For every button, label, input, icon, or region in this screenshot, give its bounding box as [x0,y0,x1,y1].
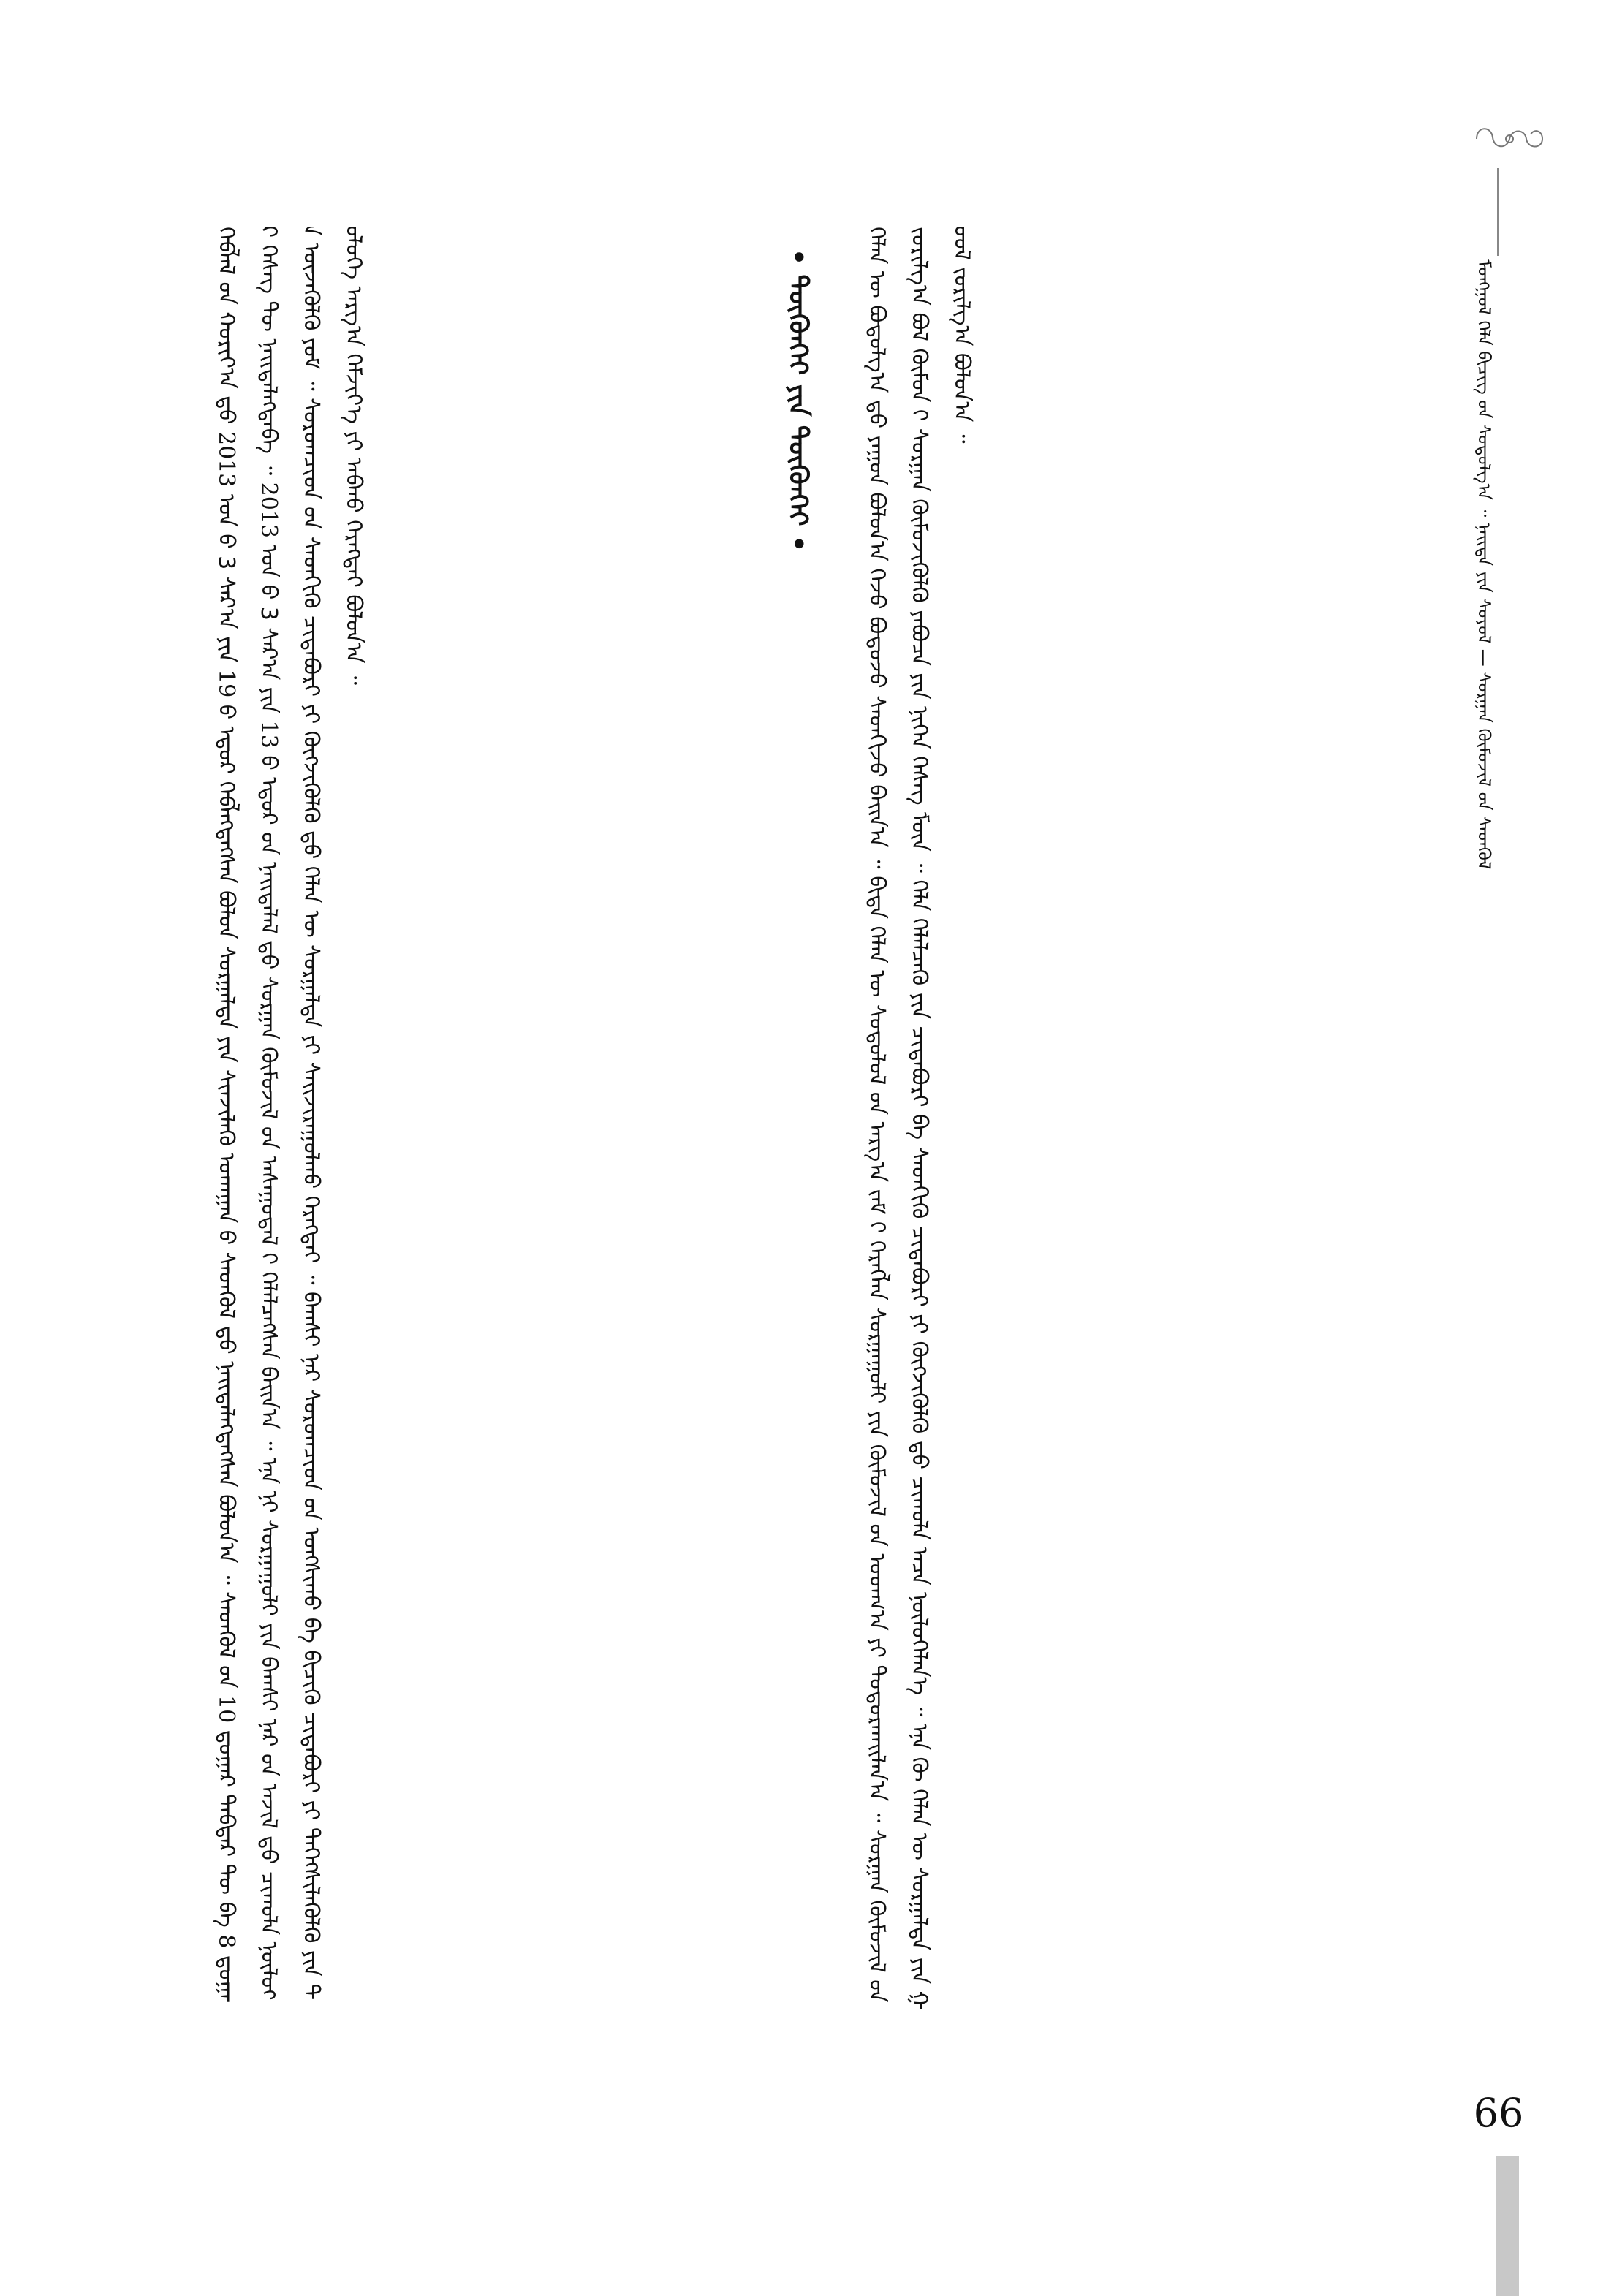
text-fragment: ᠳ᠋ᠤᠭᠠᠷ ᠳᠡᠪᠲᠡᠷ ᠲᠦ ᠪᠠ [213,1729,239,1928]
page-number: 99 [1473,2088,1524,2134]
day-number: 10 [213,1695,239,1724]
text-fragment: ᠣᠨ ᠤ᠋ 3 ᠰᠠᠷ᠎ᠠ ᠶᠢᠨ [213,493,239,663]
day-number: 19 [213,670,239,698]
text-fragment: ᠤ᠋ ᠡᠳᠦᠷ ᠬᠡᠪᠯᠡᠭᠳᠡᠭᠰᠡᠨ ᠪᠤᠯᠤᠨ ᠰᠤᠷᠭᠠᠯᠲᠠ ᠶᠢᠨ ᠰᠢᠨᠵᠢᠯᠡᠬᠦ ᠤᠬᠠᠭᠠᠨ ᠤ᠋ ᠰᠡᠳᠬᠦᠯ ᠳ᠋ᠦ ᠨᠡᠢᠲᠡᠯᠡᠭᠳᠡᠭᠰᠡᠨ ᠪᠣᠯᠤᠨ᠎ᠠ ᠃ ᠰᠡᠳᠬᠦᠯ ᠦ᠋ᠨ [213,704,239,1689]
issue-number: 8 [213,1934,239,1949]
text-fragment: ᠬᠡᠪᠯᠡᠯ ᠦ᠋ᠨ ᠬᠣᠷᠢᠶ᠎ᠠ ᠳ᠋ᠤ [213,227,239,425]
year-number: 2013 [256,482,281,539]
edge-tab [1496,2156,1519,2296]
body-text-block-1: ᠬᠡᠯᠡᠨ ᠦ ᠪᠣᠳᠣᠯᠭ᠎ᠠ ᠳ᠋ᠤ ᠶᠠᠭᠤᠨ ᠪᠣᠯᠤᠨ᠎ᠠ ᠭᠡᠵᠦ ᠪᠣᠳᠣᠵᠤ ᠰᠡᠳᠬᠢᠵᠦ ᠪᠠᠢᠨ᠎ᠠ ᠃ ᠪᠢᠳᠡ ᠬᠡᠯᠡᠨ ᠦ ᠰᠤᠳᠤᠯᠤᠯ ᠤ᠋ᠨ ᠠᠷᠭ᠎ᠠ ᠵᠠᠮ ᠢ᠋ ᠬᠡᠷᠡᠭᠯᠡᠨ ᠰᠤᠷᠭᠠᠭᠤᠯᠢ ᠶᠢᠨ ᠬᠦᠮᠦᠵᠢᠯ ᠦ᠋ᠨ ᠤᠳᠬ᠎ᠠ ᠶᠢ ᠲᠣᠳᠤᠷᠬᠠᠢᠯᠠᠨ᠎ᠠ ᠃ ᠰᠤᠷᠭᠠᠨ ᠬᠦᠮᠦᠵᠢᠯ ᠦ᠋ᠨ ᠵᠣᠷᠢᠯᠭ᠎ᠠ ᠪᠣᠯ ᠬᠦᠮᠦᠨ ᠢ᠋ ᠰᠤᠷᠭᠠᠨ ᠬᠦᠮᠦᠵᠢᠭᠦᠯᠬᠦ ᠶᠠᠪᠤᠴᠠ ᠶᠢᠨ ᠨᠢᠭᠡᠨ ᠬᠡᠰᠡᠭ ᠮᠥᠨ ᠃ ᠬᠡᠯᠡ ᠬᠡᠯᠡᠯᠴᠡᠬᠦ ᠶᠢᠨ ᠴᠢᠳᠠᠪᠤᠷᠢ ᠪᠠ ᠰᠡᠳᠬᠢᠬᠦ ᠴᠢᠳᠠᠪᠤᠷᠢ ᠶᠢ ᠬᠥᠭᠵᠢᠭᠦᠯᠬᠦ ᠳ᠋ᠤ ᠴᠢᠬᠤᠯᠠ ᠠᠴᠠ ᠨᠥᠯᠦᠭᠡᠯᠡᠨ᠎ᠡ ᠃ ᠡᠨᠡ ᠬᠦ ᠬᠡᠯᠡᠨ ᠦ ᠰᠤᠷᠭᠠᠯᠲᠠ ᠶᠢᠨ ᠭᠣᠣᠯ ᠵᠣᠷᠢᠯᠭ᠎ᠠ ᠪᠣᠯᠤᠨ᠎ᠠ ᠃ [864,227,974,2009]
running-header: ᠮᠣᠩᠭᠣᠯ ᠬᠡᠯᠡ ᠪᠢᠴᠢᠭ ᠤ᠋ᠨ ᠰᠤᠳᠤᠯᠭ᠎ᠠ ᠃ ᠨᠡᠢᠲᠡ ᠶᠢᠨ ᠰᠣᠶᠣᠯ — ᠰᠤᠷᠭᠠᠨ ᠬᠦᠮᠦᠵᠢᠯ ᠦ᠋ᠨ ᠰᠡᠳᠬᠦᠯ [1474,259,1494,870]
body-text-block-2 [205,227,702,2010]
day-number: 13 [256,720,281,749]
header-rule [1497,168,1499,256]
text-fragment: ᠳ᠋ᠤᠭᠠᠷ ᠬᠡᠰᠡᠭ ᠲᠦ ᠨᠡᠢᠲᠡᠯᠡᠭᠳᠡᠪᠡ ᠃ [213,227,281,2001]
text-fragment: ᠣᠨ ᠤ᠋ 3 ᠰᠠᠷ᠎ᠠ ᠶᠢᠨ [256,545,281,714]
decorative-ornament-icon [1469,117,1550,161]
text-fragment: ᠤ᠋ ᠡᠳᠦᠷ ᠤ᠋ᠨ ᠨᠡᠢᠲᠡᠯᠡᠯ ᠳ᠋ᠦ ᠰᠤᠷᠭᠠᠨ ᠬᠦᠮᠦᠵᠢᠯ ᠦ᠋ᠨ ᠠᠰᠠᠭᠤᠳᠠᠯ ᠢ᠋ ᠬᠡᠯᠡᠯᠴᠡᠭᠰᠡᠨ ᠪᠠᠢᠨ᠎ᠠ ᠃ ᠡᠨᠡ ᠨᠢ ᠰᠤᠷᠭᠠᠭᠤᠯᠢ ᠶᠢᠨ ᠪᠠᠭᠰᠢ ᠨᠠᠷ ᠤ᠋ᠨ ᠠᠵᠢᠯ ᠳ᠋ᠤ ᠴᠢᠬᠤᠯᠠ ᠨᠥᠯᠦᠭᠡ ᠦᠵᠡᠭᠦᠯᠬᠦ ᠶᠤᠮ ᠃ ᠰᠤᠷᠤᠭᠴᠢᠳ ᠤ᠋ᠨ ᠰᠡᠳᠬᠢᠬᠦ ᠴᠢᠳᠠᠪᠤᠷᠢ ᠶᠢ ᠬᠥᠭᠵᠢᠭᠦᠯᠬᠦ ᠳ᠋ᠤ ᠬᠡᠯᠡᠨ ᠦ ᠰᠤᠷᠭᠠᠯᠲᠠ ᠶᠢ ᠰᠠᠢᠵᠢᠷᠠᠭᠤᠯᠬᠤ ᠬᠡᠷᠡᠭᠲᠡᠢ ᠃ ᠪᠠᠭᠰᠢ ᠨᠠᠷ ᠰᠤᠷᠤᠭᠴᠢᠳ ᠤ᠋ᠨ ᠤᠩᠰᠢᠬᠤ ᠪᠠ ᠪᠢᠴᠢᠬᠦ ᠴᠢᠳᠠᠪᠤᠷᠢ ᠶᠢ ᠳᠡᠭᠡᠭᠰᠢᠯᠡᠭᠦᠯᠬᠦ ᠶᠢᠨ ᠲᠥᠯᠦᠭᠡ ᠠᠷᠭ᠎ᠠ ᠬᠡᠮᠵᠢᠶ᠎ᠡ ᠶᠢ ᠠᠪᠬᠤ ᠬᠡᠷᠡᠭᠲᠡᠢ ᠪᠣᠯᠤᠨ᠎ᠠ ᠃ [256,227,366,1998]
year-number: 2013 [213,431,239,488]
section-heading: • ᠳᠦᠭᠦᠨᠬᠡᠢ ᠶᠢᠨ ᠳᠦᠭᠦᠨᠬᠡᠢ • [783,249,813,553]
